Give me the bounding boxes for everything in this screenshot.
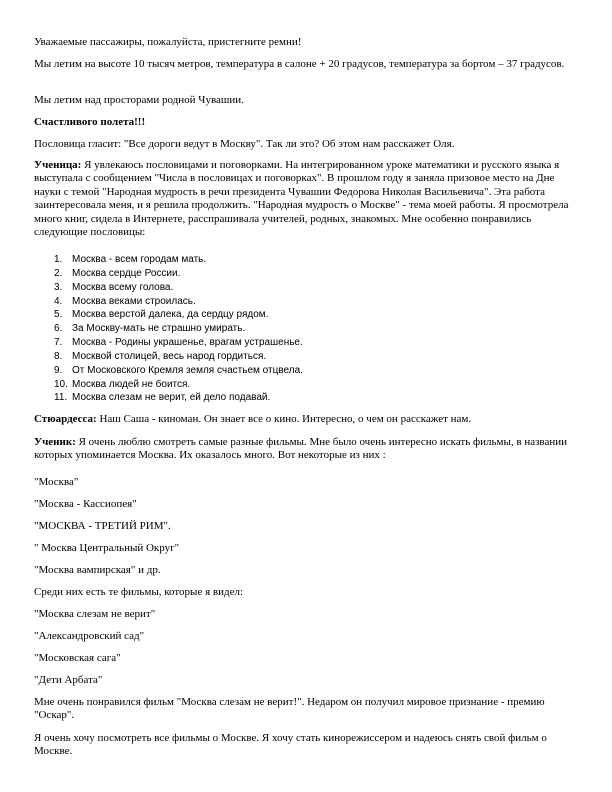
speaker-label: Ученица:	[34, 159, 82, 171]
favorite-film-paragraph: Мне очень понравился фильм "Москва слезам не верит!". Недаром он получил мировое признание - премию "Оскар".	[34, 696, 545, 722]
film-title: "Москва"	[34, 476, 79, 488]
announcement-seatbelts: Уважаемые пассажиры, пожалуйста, пристегните ремни!	[34, 36, 302, 48]
stewardess-paragraph	[34, 413, 579, 426]
speaker-label: Стюардесса:	[34, 413, 97, 425]
announcement-altitude: Мы летим на высоте 10 тысяч метров, температура в салоне + 20 градусов, температура за бортом – 37 градусов.	[34, 58, 565, 70]
student-boy-paragraph	[34, 436, 579, 463]
director-dream-paragraph: Я очень хочу посмотреть все фильмы о Москве. Я хочу стать кинорежиссером и надеюсь снять свой фильм о Москве.	[34, 732, 547, 758]
film-title: "Москва слезам не верит"	[34, 608, 156, 620]
film-title: "Александровский сад"	[34, 630, 145, 642]
announcement-chuvashia: Мы летим над просторами родной Чувашии.	[34, 94, 244, 106]
film-title: "МОСКВА - ТРЕТИЙ РИМ".	[34, 520, 171, 532]
speaker-text: Я очень люблю смотреть самые разные фильмы. Мне было очень интересно искать фильмы, в названии которых упоминается Москва. Их оказалось много. Вот некоторые из них :	[34, 436, 568, 462]
list-item: 7. Москва - Родины украшенье, врагам устрашенье.	[54, 337, 303, 349]
proverbs-list	[54, 253, 303, 405]
speaker-label: Ученик:	[34, 436, 76, 448]
list-item: 3. Москва всему голова.	[54, 281, 174, 293]
film-title: " Москва Центральный Округ"	[34, 542, 180, 554]
speaker-text: Наш Саша - киноман. Он знает все о кино. Интересно, о чем он расскажет нам.	[96, 413, 472, 425]
speaker-text: Я увлекаюсь пословицами и поговорками. На интегрированном уроке математики и русского языка я выступала с сообщением "Числа в пословицах и поговорках". В прошлом году я заняла призовое место на Дне науки с темой "Народная мудрость в речи президента Чувашии Федорова Николая Васильевича". Эта работа заинтересовала меня, и я решила продолжить. "Народная мудрость о Москве" - тема моей работы. Я просмотрела много книг, сидела в Интернете, расспрашивала учителей, родных, знакомых. Мне особенно понравились следующие пословицы:	[34, 159, 569, 239]
list-item: 9. От Московского Кремля земля счастьем отцвела.	[54, 364, 303, 376]
list-item: 1. Москва - всем городам мать.	[54, 254, 207, 265]
list-item: 10. Москва людей не боится.	[54, 378, 191, 390]
list-item: 8. Москвой столицей, весь народ гордиться.	[54, 350, 267, 362]
list-item: 4. Москва веками строилась.	[54, 295, 196, 307]
film-title: "Москва - Кассиопея"	[34, 498, 137, 510]
seen-films-intro: Среди них есть те фильмы, которые я видел:	[34, 586, 243, 598]
student-girl-paragraph	[34, 159, 579, 239]
happy-flight-heading: Счастливого полета!!!	[34, 116, 146, 128]
film-title: "Московская сага"	[34, 652, 121, 664]
film-title: "Москва вампирская" и др.	[34, 564, 161, 576]
list-item: 5. Москва верстой далека, да сердцу рядом.	[54, 309, 269, 321]
list-item: 2. Москва сердце России.	[54, 267, 181, 279]
proverb-intro: Пословица гласит: "Все дороги ведут в Москву". Так ли это? Об этом нам расскажет Оля.	[34, 138, 455, 150]
film-title: "Дети Арбата"	[34, 674, 103, 686]
list-item: 11. Москва слезам не верит, ей дело подавай.	[54, 392, 271, 404]
list-item: 6. За Москву-мать не страшно умирать.	[54, 323, 246, 335]
